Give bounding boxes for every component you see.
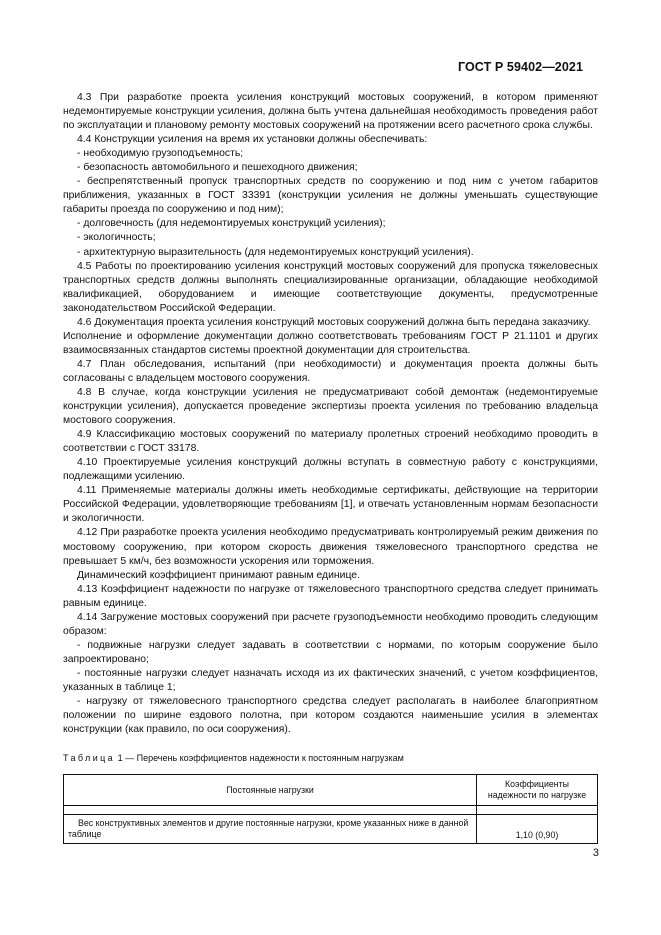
table-caption-text: 1 — Перечень коэффициентов надежности к постоянным нагрузкам xyxy=(115,753,404,763)
paragraph: 4.12 При разработке проекта усиления необходимо предусматривать контролируемый режим движения по мостовому сооружению, при котором скорость движения тяжеловесного транспортного средства не превышает 5 км/ч, без возможности ускорения или торможения. xyxy=(63,527,598,567)
paragraph: 4.9 Классификацию мостовых сооружений по материалу пролетных строений необходимо проводить в соответствии с ГОСТ 33178. xyxy=(63,429,598,455)
table-header-cell: Постоянные нагрузки xyxy=(64,775,477,806)
page-number: 3 xyxy=(592,847,599,859)
paragraph: 4.10 Проектируемые усиления конструкций должны вступать в совместную работу с конструкциями, подлежащими усилению. xyxy=(63,457,598,483)
list-item: - нагрузку от тяжеловесного транспортного средства следует располагать в наиболее благоприятном положении по ширине ездового полотна, при котором создаются наименьшие усилия в элементах конструкции (как правило, по оси сооружения). xyxy=(63,696,598,736)
table-header-row xyxy=(64,775,598,806)
table-cell: Вес конструктивных элементов и другие постоянные нагрузки, кроме указанных ниже в данной таблице xyxy=(64,815,477,844)
paragraph: Динамический коэффициент принимают равным единице. xyxy=(77,569,360,581)
coefficients-table xyxy=(63,774,598,844)
document-header: ГОСТ Р 59402—2021 xyxy=(457,60,583,74)
paragraph: 4.8 В случае, когда конструкции усиления не предусматривают собой демонтаж (недемонтируемые конструкции усиления), допускается проведение экспертизы проекта усиления по требованию владельца мостового сооружения. xyxy=(63,386,598,427)
paragraph: 4.11 Применяемые материалы должны иметь необходимые сертификаты, действующие на территории Российской Федерации, удовлетворяющие требованиям [1], и отвечать установленным нормам безопасности и экологичности. xyxy=(63,485,598,525)
list-item: - долговечность (для недемонтируемых конструкций усиления); xyxy=(77,218,386,230)
paragraph: 4.7 План обследования, испытаний (при необходимости) и документация проекта должны быть согласованы с владельцем мостового сооружения. xyxy=(63,358,598,384)
paragraph: 4.14 Загружение мостовых сооружений при расчете грузоподъемности необходимо проводить следующим образом: xyxy=(63,611,598,637)
table-header-cell: Коэффициенты надежности по нагрузке xyxy=(477,775,598,806)
list-item: - постоянные нагрузки следует назначать исходя из их фактических значений, с учетом коэффициентов, указанных в таблице 1; xyxy=(63,667,598,693)
paragraph: 4.5 Работы по проектированию усиления конструкций мостовых сооружений для пропуска тяжеловесных транспортных средств должны выполнять специализированные организации, обладающие необходимой квалификацией, оборудованием и имеющие соответствующие документы, предусмотренные законодательством Российской Федерации. xyxy=(63,260,598,314)
paragraph: Исполнение и оформление документации должно соответствовать требованиям ГОСТ Р 21.1101 и других взаимосвязанных стандартов системы проектной документации для строительства. xyxy=(63,330,598,356)
paragraph: 4.13 Коэффициент надежности по нагрузке от тяжеловесного транспортного средства следует принимать равным единице. xyxy=(63,583,598,609)
paragraph: 4.4 Конструкции усиления на время их установки должны обеспечивать: xyxy=(77,134,428,146)
list-item: - подвижные нагрузки следует задавать в соответствии с нормами, по которым сооружение было запроектировано; xyxy=(63,639,598,665)
list-item: - безопасность автомобильного и пешеходного движения; xyxy=(77,162,358,174)
list-item: - экологичность; xyxy=(77,232,156,244)
table-row xyxy=(64,815,598,844)
table-cell: 1,10 (0,90) xyxy=(477,815,598,844)
table-spacer-row xyxy=(64,806,598,815)
list-item: - беспрепятственный пропуск транспортных средств по сооружению и под ним с учетом габаритов приближения, указанных в ГОСТ 33391 (конструкции усиления не должны уменьшать существующие габариты проезда по сооружению и под ним); xyxy=(63,176,598,216)
list-item: - необходимую грузоподъемность; xyxy=(77,148,244,160)
list-item: - архитектурную выразительность (для недемонтируемых конструкций усиления). xyxy=(77,246,474,258)
paragraph: 4.3 При разработке проекта усиления конструкций мостовых сооружений, в котором применяют недемонтируемые конструкции усиления, должна быть учтена дальнейшая необходимость проведения работ по эксплуатации и плановому ремонту мостовых сооружений на протяжении всего расчетного срока службы. xyxy=(63,92,598,132)
table-caption xyxy=(63,752,598,764)
paragraph: 4.6 Документация проекта усиления конструкций мостовых сооружений должна быть передана заказчику. xyxy=(77,316,591,328)
document-body xyxy=(63,91,598,737)
table-caption-prefix: Таблица xyxy=(63,753,116,763)
